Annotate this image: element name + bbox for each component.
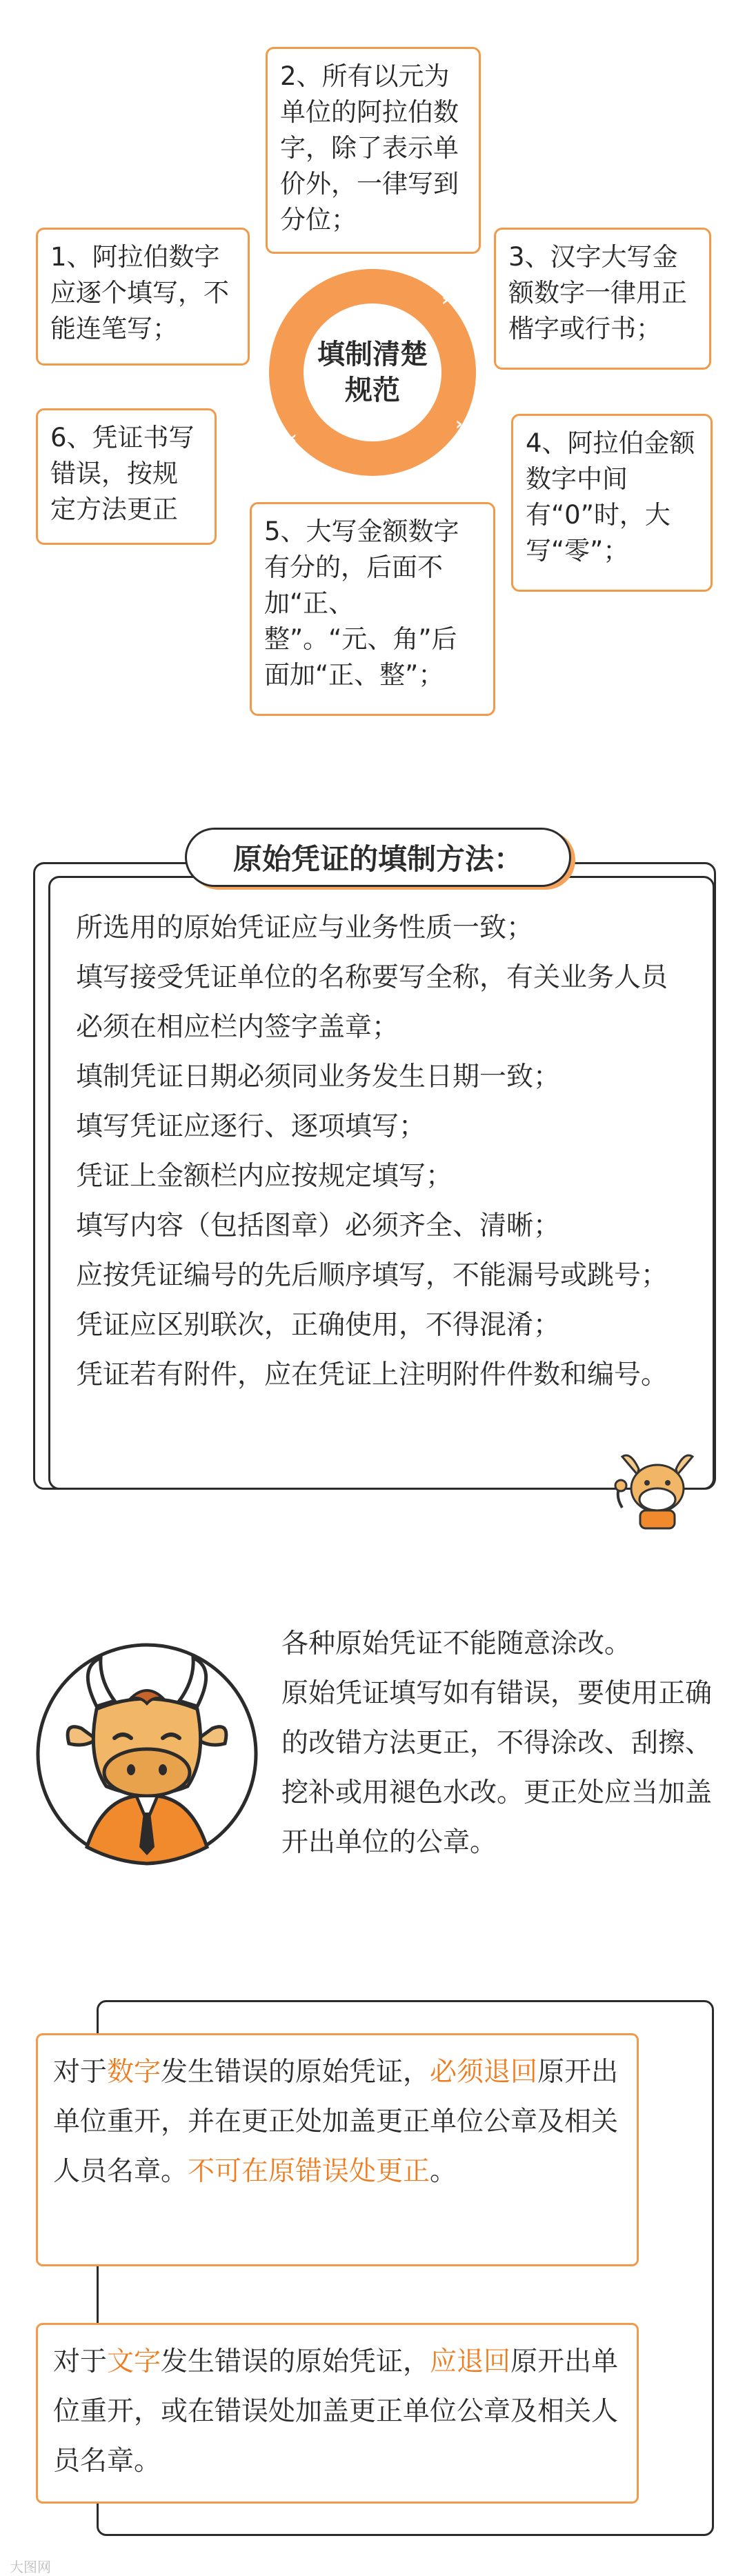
ring-arrow-down-icon: › bbox=[455, 414, 463, 435]
methods-line: 填写凭证应逐行、逐项填写； bbox=[76, 1111, 426, 1142]
card1-text-4: 。 bbox=[430, 2156, 457, 2187]
rule-item-4-text: 4、阿拉伯金额数字中间有“0”时，大写“零”； bbox=[526, 428, 695, 566]
methods-line: 凭证应区别联次，正确使用，不得混淆； bbox=[76, 1310, 561, 1341]
rule-item-1-text: 1、阿拉伯数字应逐个填写，不能连笔写； bbox=[50, 242, 229, 343]
methods-line: 填写接受凭证单位的名称要写全称，有关业务人员必须在相应栏内签字盖章； bbox=[76, 962, 668, 1043]
numeric-error-card bbox=[36, 2033, 639, 2266]
ring-arrow-right-icon: › bbox=[441, 290, 449, 310]
card1-highlight-digits: 数字 bbox=[107, 2057, 161, 2088]
card1-text-1: 对于 bbox=[53, 2057, 108, 2088]
methods-line: 应按凭证编号的先后顺序填写，不能漏号或跳号； bbox=[76, 1260, 668, 1291]
correction-note bbox=[281, 1619, 716, 1868]
center-ring-label bbox=[304, 303, 441, 441]
cow-mascot-portrait-icon bbox=[33, 1640, 261, 1868]
card2-highlight-should-return: 应退回 bbox=[430, 2346, 511, 2377]
methods-line: 凭证若有附件，应在凭证上注明附件件数和编号。 bbox=[76, 1359, 668, 1390]
ring-arrow-up-icon: ‹ bbox=[279, 303, 286, 324]
rule-item-1 bbox=[36, 228, 250, 366]
card1-highlight-no-correction: 不可在原错误处更正 bbox=[188, 2156, 430, 2187]
rule-item-5 bbox=[250, 502, 495, 716]
rule-item-6-text: 6、凭证书写错误，按规定方法更正 bbox=[50, 423, 195, 524]
methods-line: 填写内容（包括图章）必须齐全、清晰； bbox=[76, 1210, 561, 1241]
methods-line: 所选用的原始凭证应与业务性质一致； bbox=[76, 912, 534, 943]
ring-arrow-left-icon: ‹ bbox=[290, 428, 297, 448]
card2-highlight-text: 文字 bbox=[107, 2346, 161, 2377]
methods-line: 凭证上金额栏内应按规定填写； bbox=[76, 1161, 453, 1192]
rule-item-4 bbox=[511, 414, 713, 592]
methods-title: 原始凭证的填制方法： bbox=[185, 828, 571, 887]
center-title: 填制清楚规范 bbox=[317, 339, 428, 406]
card2-text-1: 对于 bbox=[53, 2346, 108, 2377]
methods-line: 填制凭证日期必须同业务发生日期一致； bbox=[76, 1061, 561, 1092]
methods-list bbox=[76, 903, 683, 1400]
card1-highlight-must-return: 必须退回 bbox=[430, 2057, 538, 2088]
rule-item-5-text: 5、大写金额数字有分的，后面不加“正、整”。“元、角”后面加“正、整”； bbox=[264, 517, 459, 690]
text-error-card bbox=[36, 2323, 639, 2504]
card1-text-2: 发生错误的原始凭证， bbox=[161, 2057, 430, 2088]
rule-item-3 bbox=[494, 228, 711, 370]
rule-item-2-text: 2、所有以元为单位的阿拉伯数字，除了表示单价外，一律写到分位； bbox=[280, 61, 459, 234]
note-line-2: 原始凭证填写如有错误，要使用正确的改错方法更正，不得涂改、刮擦、挖补或用褪色水改。更正处应当加盖开出单位的公章。 bbox=[281, 1678, 713, 1858]
rule-item-2 bbox=[266, 47, 481, 254]
note-line-1: 各种原始凭证不能随意涂改。 bbox=[281, 1628, 632, 1659]
rule-item-3-text: 3、汉字大写金额数字一律用正楷字或行书； bbox=[508, 242, 687, 343]
card1-text-3: 原开出单位重开，并在更正处加盖更正单位公章及相关人员名章。 bbox=[53, 2057, 619, 2187]
rule-item-6 bbox=[36, 408, 217, 545]
card2-text-2: 发生错误的原始凭证， bbox=[161, 2346, 430, 2377]
watermark: 大图网 bbox=[10, 2559, 51, 2575]
card2-text-3: 原开出单位重开，或在错误处加盖更正单位公章及相关人员名章。 bbox=[53, 2346, 619, 2477]
cow-mascot-waving-icon bbox=[613, 1441, 702, 1531]
